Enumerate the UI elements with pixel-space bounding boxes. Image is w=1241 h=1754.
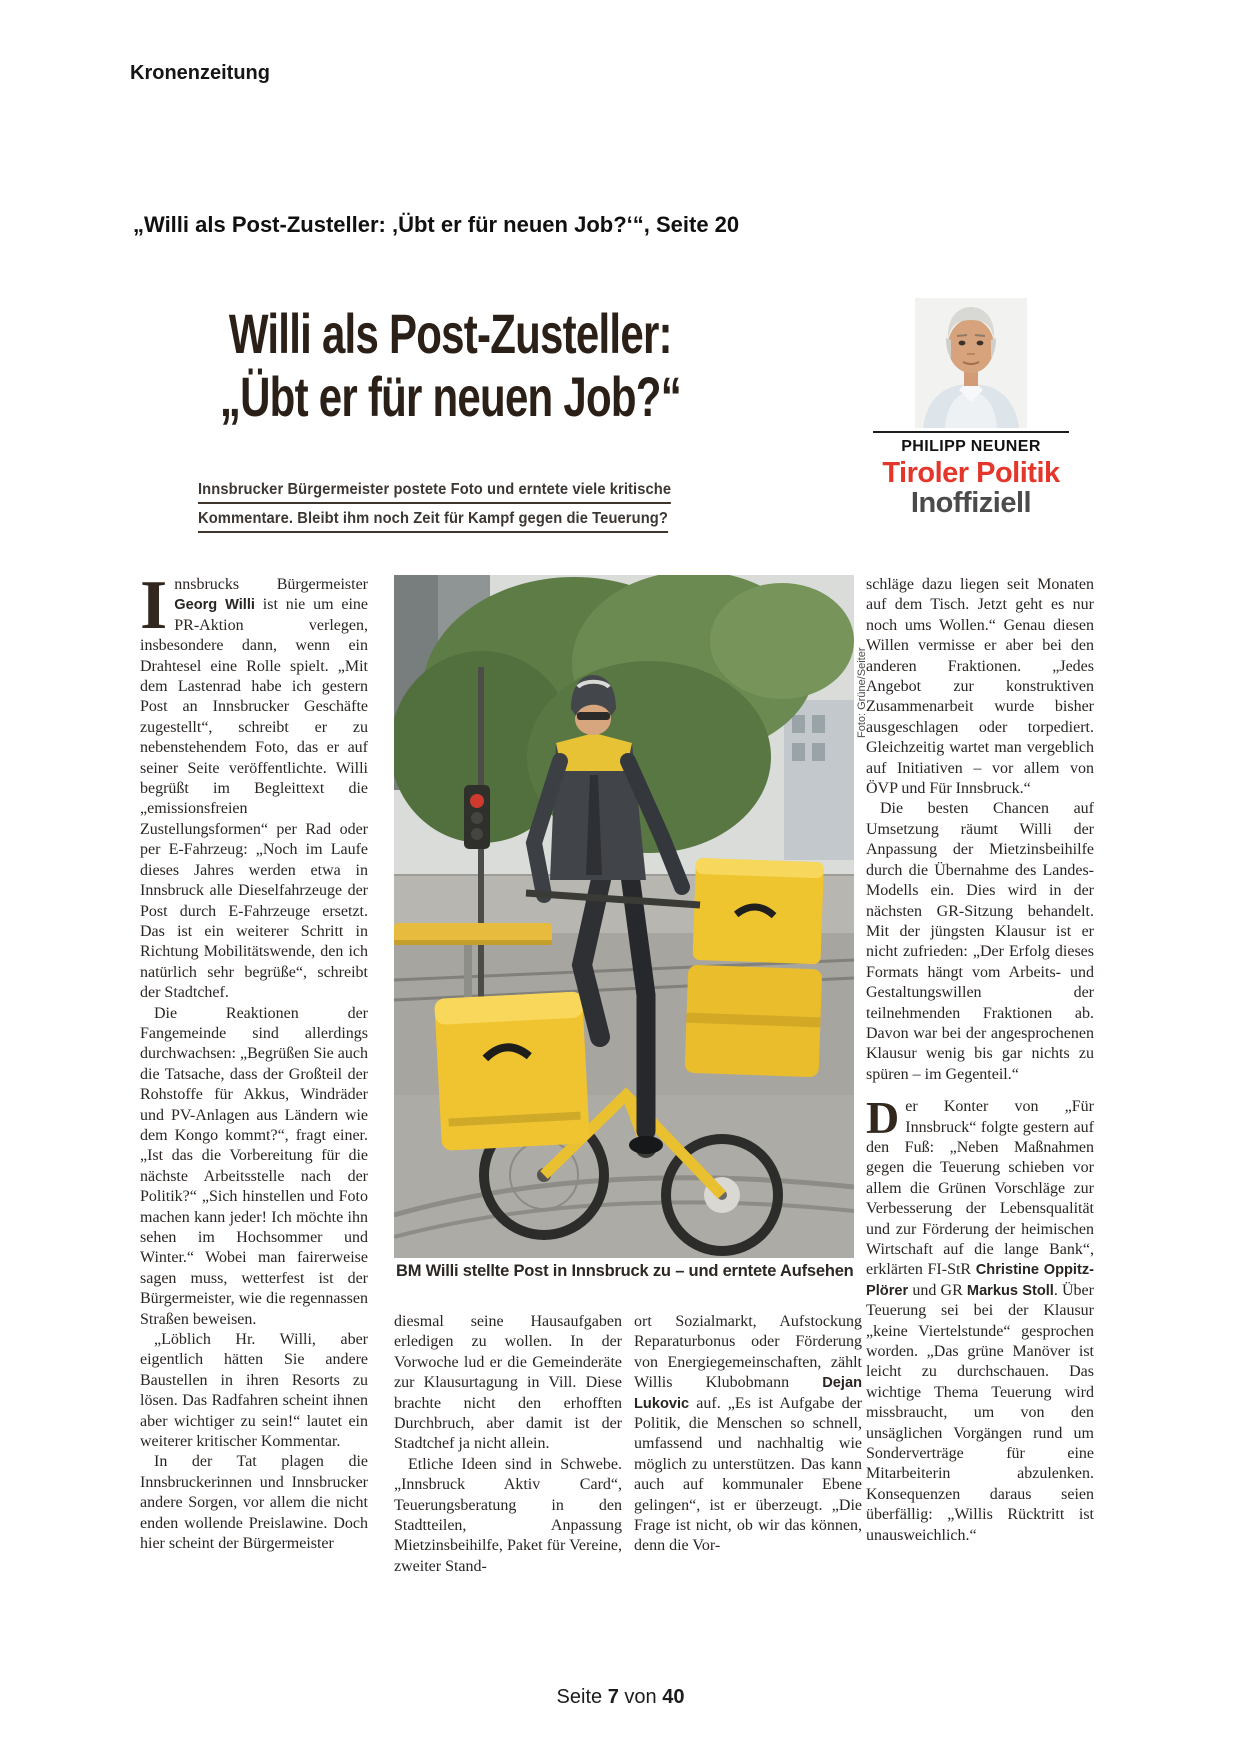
article-paragraph [866,799,1094,1085]
article-paragraph [394,1455,622,1577]
footer-label-of: von [624,1686,657,1708]
text-run: „Löblich Hr. Willi, aber eigentlich hätten Sie andere Baustellen in ihren Resorts zu lösen. Das Radfahren scheint ihnen aber wichtiger zu sein!“ lautet ein weiterer kritischer Kommentar. [140,1331,368,1451]
text-run: In der Tat plagen die Innsbruckerinnen und Innsbrucker andere Sorgen, vor allem die nicht enden wollende Preislawine. Doch hier scheint der Bürgermeister [140,1453,368,1553]
page-footer [0,1686,1241,1709]
text-run: schläge dazu liegen seit Monaten auf dem Tisch. Jetzt geht es nur noch ums Wollen.“ Genau diesen Willen vermisse er aber bei den anderen Fraktionen. „Jedes Angebot zur konstruktiven Zusammenarbeit wurde bisher ausgeschlagen oder torpediert. Gleichzeitig wartet man vergeblich auf Initiativen – vor allem von ÖVP und Für Innsbruck.“ [866,576,1094,798]
footer-label-page: Seite [556,1686,603,1708]
text-run: auf. „Es ist Aufgabe der Politik, die Menschen so schnell, umfassend und nachhaltig wie möglich zu unterstützen. Das kann auch auf kommunaler Ebene gelingen“, ist er überzeugt. „Die Frage ist nicht, ob wir das können, denn die Vor- [634,1394,862,1555]
subheadline-line-1: Innsbrucker Bürgermeister postete Foto und erntete viele kritische [198,482,671,504]
text-run: diesmal seine Hausaufgaben erledigen zu wollen. In der Vorwoche lud er die Gemeinderäte zur Klausurtagung in Vill. Diese brachte nicht den erhofften Durchbruch, aber damit ist der Stadtchef ja nicht allein. [394,1313,622,1453]
column-title-line-2: Inoffiziell [910,486,1032,519]
article-paragraph [866,575,1094,799]
author-name: PHILIPP NEUNER [901,438,1041,455]
headline-line-1: Willi als Post-Zusteller: [228,302,672,365]
headline-line-2: „Übt er für neuen Job?“ [219,364,681,428]
text-run: Etliche Ideen sind in Schwebe. „Innsbruck Aktiv Card“, Teuerungsberatung in den Stadtteilen, Anpassung Mietzinsbeihilfe, Paket für Vereine, zweiter Stand- [394,1455,622,1575]
drop-cap: D [866,1092,900,1144]
author-divider [873,431,1069,433]
bold-name: Christine Oppitz-Plörer [866,1262,1094,1299]
footer-current-page: 7 [607,1686,619,1708]
bold-name: Markus Stoll [966,1282,1054,1299]
article-column-3 [634,1312,862,1568]
publication-name: Kronenzeitung [130,62,270,84]
article-paragraph [866,1092,1094,1546]
article-column-4 [866,575,1094,1585]
photo-credit: Foto: Grüne/Seiter [856,647,868,738]
footer-total-pages: 40 [662,1686,685,1708]
article-paragraph [140,1004,368,1331]
drop-cap: I [140,567,168,644]
text-run: ist nie um eine PR-Aktion verlegen, insbesondere dann, wenn ein Drahtesel eine Rolle spielt. „Mit dem Lastenrad habe ich gestern Post an Innsbrucker Geschäfte zugestellt“, schreibt er zu nebenstehendem Foto, das er auf seiner Seite veröffentlichte. Willi begrüßt im Begleittext die „emissionsfreien Zustellungsformen“ per Rad oder per E-Fahrzeug: „Noch im Laufe dieses Jahres werden etwa in Innsbruck alle Dieselfahrzeuge der Post durch E-Fahrzeuge ersetzt. Das ist ein weiterer Schritt in Richtung Mobilitätswende, den ich natürlich sehr begrüße“, schreibt der Stadtchef. [140,596,368,1002]
article-photo [394,575,854,1258]
article-headline [140,303,760,428]
article-reference-heading: „Willi als Post-Zusteller: ‚Übt er für neuen Job?‘“, Seite 20 [133,212,740,237]
article-paragraph [634,1312,862,1557]
article-column-2 [394,1312,622,1575]
bold-name: Georg Willi [174,597,255,614]
article-subheadline [198,482,838,540]
photo-caption: BM Willi stellte Post in Innsbruck zu – und erntete Aufsehen [396,1262,854,1280]
subheadline-line-2: Kommentare. Bleibt ihm noch Zeit für Kampf gegen die Teuerung? [198,511,668,533]
text-run: . Über Teuerung sei bei der Klausur „keine Viertelstunde“ gesprochen worden. „Das grüne Manöver ist leicht zu durchschauen. Das wichtige Thema Teuerung wird missbraucht, um von den unsäglichen Vorgängen rund um Sonderverträge für eine Mitarbeiterin abzulenken. Konsequenzen daraus seien überfällig: „Willis Rücktritt ist unausweichlich.“ [866,1281,1094,1544]
article-paragraph [140,1452,368,1554]
article-column-1 [140,567,368,1565]
article-paragraph [394,1312,622,1455]
column-title-line-1: Tiroler Politik [882,457,1060,489]
text-run: Die besten Chancen auf Umsetzung räumt Willi der Anpassung der Mietzinsbeihilfe durch die Übernahme des Landes-Modells ein. Dies wird in der nächsten GR-Sitzung behandelt. Mit der jüngsten Klausur ist er nicht zufrieden: „Der Erfolg dieses Formats hängt vom Arbeits- und Gestaltungswillen der teilnehmenden Fraktionen ab. Davon war bei der angesprochenen Klausur wenig bis gar nichts zu spüren – im Gegenteil.“ [866,800,1094,1083]
author-box [850,298,1092,518]
bold-name: Dejan Lukovic [634,1375,862,1412]
text-run: er Konter von „Für Innsbruck“ folgte gestern auf den Fuß: „Neben Maßnahmen gegen die Teuerung schieben vor allem die Grünen Vorschläge zur Verbesserung der Lebensqualität und zur Förderung der heimischen Wirtschaft auf die lange Bank“, erklärten FI-StR [866,1098,1094,1279]
text-run: ort Sozialmarkt, Aufstockung Reparaturbonus oder Förderung von Energiegemeinschaften, zählt Willis Klubobmann [634,1313,862,1392]
author-portrait-photo [915,298,1027,428]
article-paragraph [140,567,368,1004]
text-run: Die Reaktionen der Fangemeinde sind allerdings durchwachsen: „Begrüßen Sie auch die Tatsache, dass der Großteil der Rohstoffe für Akkus, Windräder und PV-Anlagen aus Ländern wie dem Kongo kommt?“, fragt einer. „Ist das die Vorbereitung für die nächste Arbeitsstelle nach der Politik?“ „Sich hinstellen und Foto machen kann jeder! Ich möchte ihn sehen im Hochsommer und Winter.“ Wobei man fairerweise sagen muss, wetterfest ist der Bürgermeister, wie die regennassen Straßen beweisen. [140,1004,368,1328]
text-run: und GR [908,1281,967,1299]
article-paragraph [140,1330,368,1452]
text-run: nnsbrucks Bürgermeister [174,576,368,593]
